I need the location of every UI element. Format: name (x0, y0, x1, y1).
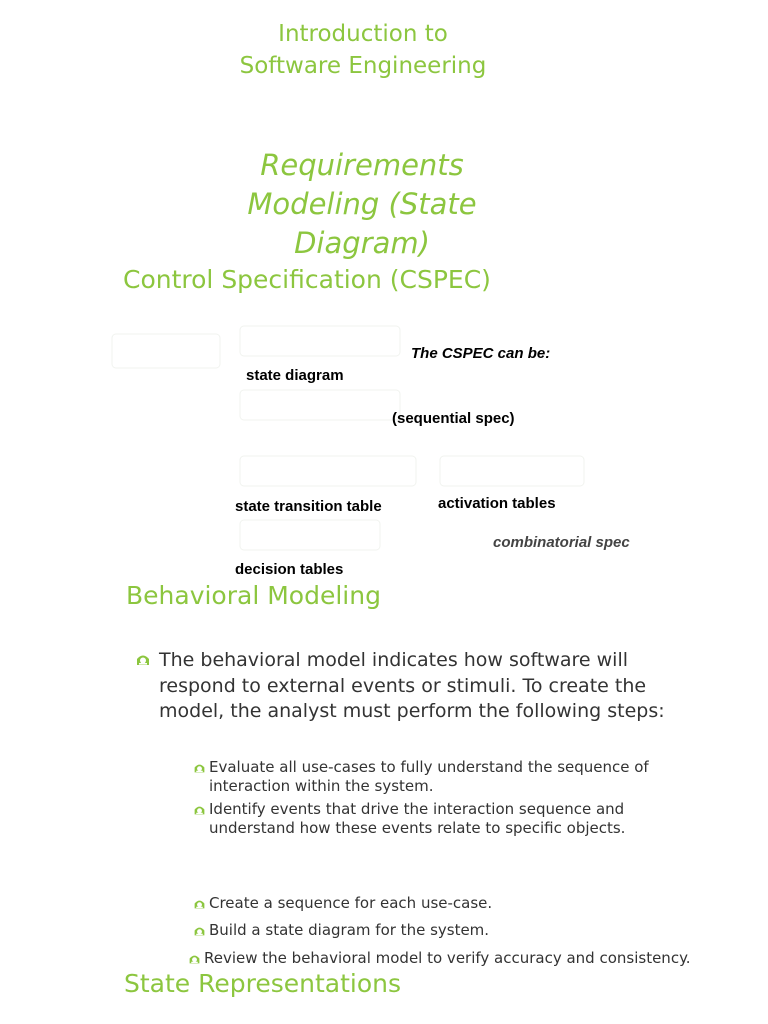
bullet-icon (193, 897, 206, 910)
state-transition-table-label: state transition table (235, 498, 382, 515)
bullet-icon (188, 952, 201, 965)
lecture-title-line-2: Modeling (State (247, 187, 477, 221)
course-title-line-2: Software Engineering (239, 53, 487, 79)
step-item (188, 949, 691, 968)
step-text: Evaluate all use-cases to fully understand the sequence of interaction within the system. (209, 758, 649, 795)
bullet-icon (193, 761, 206, 774)
bullet-icon (193, 803, 206, 816)
lecture-title-line-1: Requirements (260, 148, 464, 182)
lecture-title (0, 146, 724, 263)
cspec-heading: Control Specification (CSPEC) (123, 265, 491, 294)
state-representations-heading: State Representations (124, 969, 402, 998)
step-text: Build a state diagram for the system. (209, 921, 490, 939)
bullet-icon (193, 924, 206, 937)
bullet-icon (135, 651, 151, 667)
step-item (193, 758, 653, 796)
behavioral-model-bullet (135, 648, 675, 725)
course-title (0, 18, 726, 82)
sequential-spec-label: (sequential spec) (392, 410, 515, 427)
step-text: Identify events that drive the interaction sequence and understand how these events relate to specific objects. (209, 800, 626, 837)
activation-tables-label: activation tables (438, 495, 556, 512)
behavioral-model-text: The behavioral model indicates how software will respond to external events or stimuli. To create the model, the analyst must perform the following steps: (159, 649, 665, 722)
step-item (193, 921, 489, 940)
step-text: Create a sequence for each use-case. (209, 894, 493, 912)
behavioral-modeling-heading: Behavioral Modeling (126, 581, 381, 610)
cspec-intro-label: The CSPEC can be: (411, 345, 551, 362)
state-diagram-label: state diagram (246, 367, 344, 384)
step-item (193, 894, 492, 913)
combinatorial-spec-label: combinatorial spec (493, 534, 630, 551)
decision-tables-label: decision tables (235, 561, 344, 578)
step-item (193, 800, 653, 838)
course-title-line-1: Introduction to (278, 21, 448, 47)
lecture-title-line-3: Diagram) (294, 226, 430, 260)
step-text: Review the behavioral model to verify accuracy and consistency. (204, 949, 691, 967)
